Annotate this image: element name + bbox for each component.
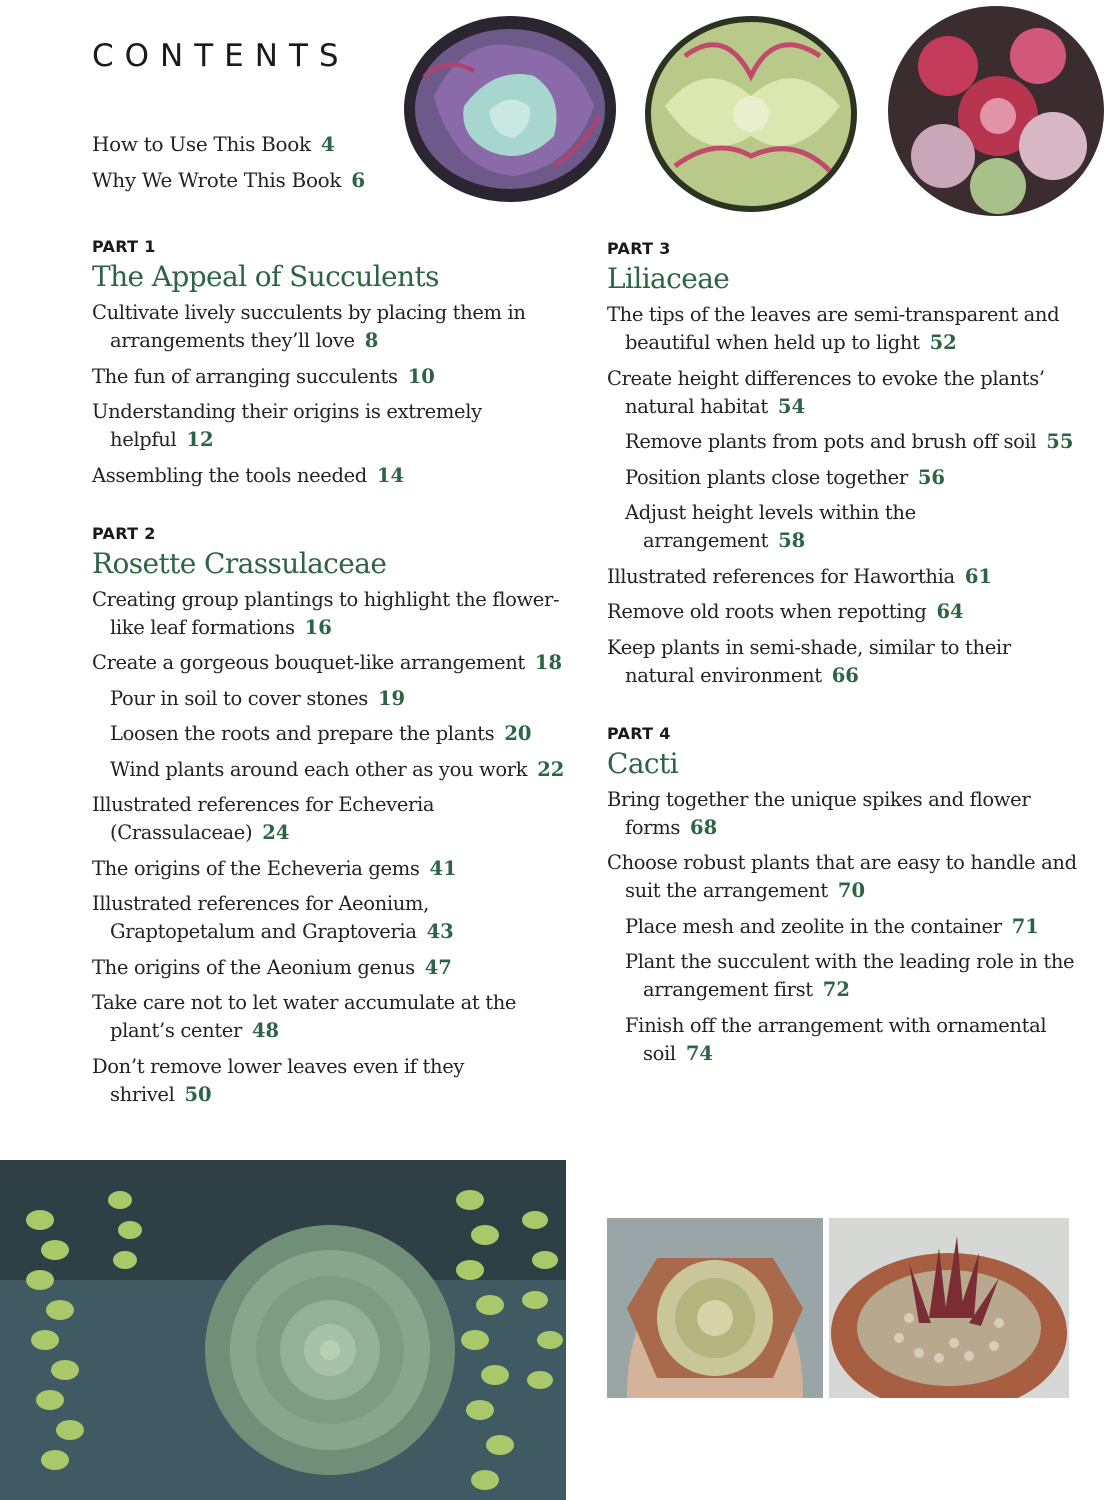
- entry-text: Plant the succulent with the leading role in the arrangement first: [625, 950, 1075, 1001]
- toc-column-right: [607, 239, 1077, 1075]
- part-label: PART 4: [607, 723, 671, 743]
- page-number: 22: [537, 757, 565, 781]
- page-number: 50: [184, 1082, 212, 1106]
- toc-subentry[interactable]: [625, 464, 1077, 492]
- entry-text: The origins of the Echeveria gems: [92, 856, 420, 880]
- toc-entry[interactable]: [92, 162, 365, 198]
- toc-subentry[interactable]: [625, 428, 1077, 456]
- toc-entry[interactable]: [607, 849, 1077, 905]
- toc-subentry[interactable]: [110, 756, 570, 784]
- page-number: 10: [407, 364, 435, 388]
- toc-entry[interactable]: [92, 649, 570, 677]
- entry-text: Why We Wrote This Book: [92, 168, 342, 192]
- page-number: 20: [504, 722, 532, 745]
- entry-text: Create a gorgeous bouquet-like arrangement: [92, 651, 525, 674]
- part-title[interactable]: Liliaceae: [607, 262, 730, 295]
- page-number: 14: [376, 463, 405, 487]
- page-number: 48: [251, 1019, 280, 1042]
- entry-text: Remove plants from pots and brush off soil: [625, 430, 1037, 453]
- toc-subentry[interactable]: [625, 1012, 1077, 1068]
- succulent-photo-echeveria-burros-tail: [0, 1160, 566, 1500]
- toc-entry[interactable]: [92, 890, 570, 946]
- toc-subentry[interactable]: [110, 720, 570, 748]
- entry-text: Create height differences to evoke the plants’ natural habitat: [607, 366, 1045, 418]
- part-title[interactable]: Cacti: [607, 746, 679, 780]
- page-number: 12: [186, 428, 214, 451]
- entry-text: Cultivate lively succulents by placing them in arrangements they’ll love: [92, 301, 526, 352]
- page-number: 6: [351, 168, 366, 192]
- toc-entry[interactable]: [92, 126, 365, 162]
- part-label: PART 3: [607, 239, 671, 258]
- toc-column-left: [92, 237, 570, 1116]
- page-number: 72: [822, 978, 850, 1001]
- entry-text: Finish off the arrangement with ornamental soil: [625, 1013, 1047, 1065]
- page-number: 24: [262, 821, 290, 844]
- cactus-photo-pot: [607, 1218, 823, 1398]
- entry-text: Don’t remove lower leaves even if they shrivel: [92, 1054, 465, 1106]
- entry-text: How to Use This Book: [92, 132, 311, 156]
- entry-text: The origins of the Aeonium genus: [92, 955, 415, 979]
- page-number: 52: [929, 331, 957, 354]
- page-number: 54: [777, 394, 806, 418]
- part-title[interactable]: The Appeal of Succulents: [92, 260, 439, 293]
- page-number: 19: [377, 686, 406, 710]
- toc-subentry[interactable]: [625, 499, 1077, 555]
- page-number: 58: [778, 529, 806, 552]
- part-section: [607, 239, 1077, 690]
- toc-entry[interactable]: [607, 563, 1077, 591]
- toc-entry[interactable]: [92, 1053, 570, 1109]
- toc-entry[interactable]: [92, 989, 570, 1045]
- page-title: CONTENTS: [92, 38, 350, 74]
- page-number: 64: [936, 600, 964, 623]
- page-number: 18: [534, 651, 563, 674]
- toc-entry[interactable]: [92, 398, 570, 454]
- toc-subentry[interactable]: [110, 685, 570, 713]
- toc-entry[interactable]: [607, 598, 1077, 626]
- page-number: 55: [1046, 430, 1074, 453]
- part-section: [92, 237, 570, 490]
- entry-text: Choose robust plants that are easy to handle and suit the arrangement: [607, 851, 1077, 902]
- toc-entry[interactable]: [92, 586, 570, 642]
- page-number: 61: [964, 564, 992, 588]
- haworthia-photo-pot: [829, 1218, 1069, 1398]
- toc-entry[interactable]: [92, 462, 570, 490]
- page-number: 43: [426, 920, 454, 943]
- part-section: [92, 524, 570, 1109]
- toc-entry[interactable]: [92, 299, 570, 355]
- entry-text: Illustrated references for Echeveria (Crassulaceae): [92, 793, 435, 844]
- entry-text: Pour in soil to cover stones: [110, 686, 368, 710]
- page-number: 4: [320, 132, 335, 156]
- toc-subentry[interactable]: [625, 913, 1077, 941]
- entry-text: Creating group plantings to highlight the flower-like leaf formations: [92, 587, 560, 639]
- succulent-photo-purple-rosette: [404, 16, 616, 202]
- entry-text: The fun of arranging succulents: [92, 364, 398, 388]
- part-section: [607, 724, 1077, 1068]
- toc-entry[interactable]: [92, 363, 570, 391]
- entry-text: The tips of the leaves are semi-transparent and beautiful when held up to light: [607, 303, 1060, 354]
- page-number: 16: [304, 615, 332, 639]
- entry-text: Place mesh and zeolite in the container: [625, 914, 1002, 938]
- entry-text: Loosen the roots and prepare the plants: [110, 722, 495, 745]
- entry-text: Remove old roots when repotting: [607, 600, 927, 623]
- entry-text: Understanding their origins is extremely helpful: [92, 400, 482, 451]
- page-number: 47: [424, 955, 452, 979]
- part-title[interactable]: Rosette Crassulaceae: [92, 546, 387, 580]
- toc-entry[interactable]: [607, 786, 1077, 842]
- toc-entry[interactable]: [607, 365, 1077, 421]
- page-number: 74: [685, 1041, 713, 1065]
- page-number: 41: [429, 856, 457, 880]
- intro-list: [92, 126, 365, 198]
- entry-text: Illustrated references for Haworthia: [607, 564, 955, 588]
- entry-text: Assembling the tools needed: [92, 463, 367, 487]
- entry-text: Illustrated references for Aeonium, Graptopetalum and Graptoveria: [92, 892, 429, 943]
- page-number: 70: [837, 879, 866, 902]
- page-number: 71: [1011, 914, 1039, 938]
- part-label: PART 1: [92, 237, 156, 256]
- toc-entry[interactable]: [92, 954, 570, 982]
- toc-subentry[interactable]: [625, 948, 1077, 1004]
- page-number: 56: [917, 465, 945, 489]
- page-number: 68: [690, 815, 718, 839]
- toc-entry[interactable]: [607, 301, 1077, 357]
- part-label: PART 2: [92, 523, 156, 543]
- entry-text: Adjust height levels within the arrangement: [625, 501, 916, 552]
- entry-text: Wind plants around each other as you work: [110, 757, 528, 781]
- page-number: 66: [831, 663, 859, 687]
- entry-text: Bring together the unique spikes and flower forms: [607, 787, 1031, 839]
- succulent-photo-pink-tipped: [645, 16, 857, 212]
- page-number: 8: [364, 329, 379, 352]
- succulent-photo-red-clusters: [888, 6, 1104, 216]
- toc-entry[interactable]: [92, 855, 570, 883]
- toc-entry[interactable]: [92, 791, 570, 847]
- entry-text: Keep plants in semi-shade, similar to their natural environment: [607, 635, 1011, 687]
- toc-entry[interactable]: [607, 634, 1077, 690]
- entry-text: Take care not to let water accumulate at the plant’s center: [92, 991, 517, 1042]
- entry-text: Position plants close together: [625, 465, 908, 489]
